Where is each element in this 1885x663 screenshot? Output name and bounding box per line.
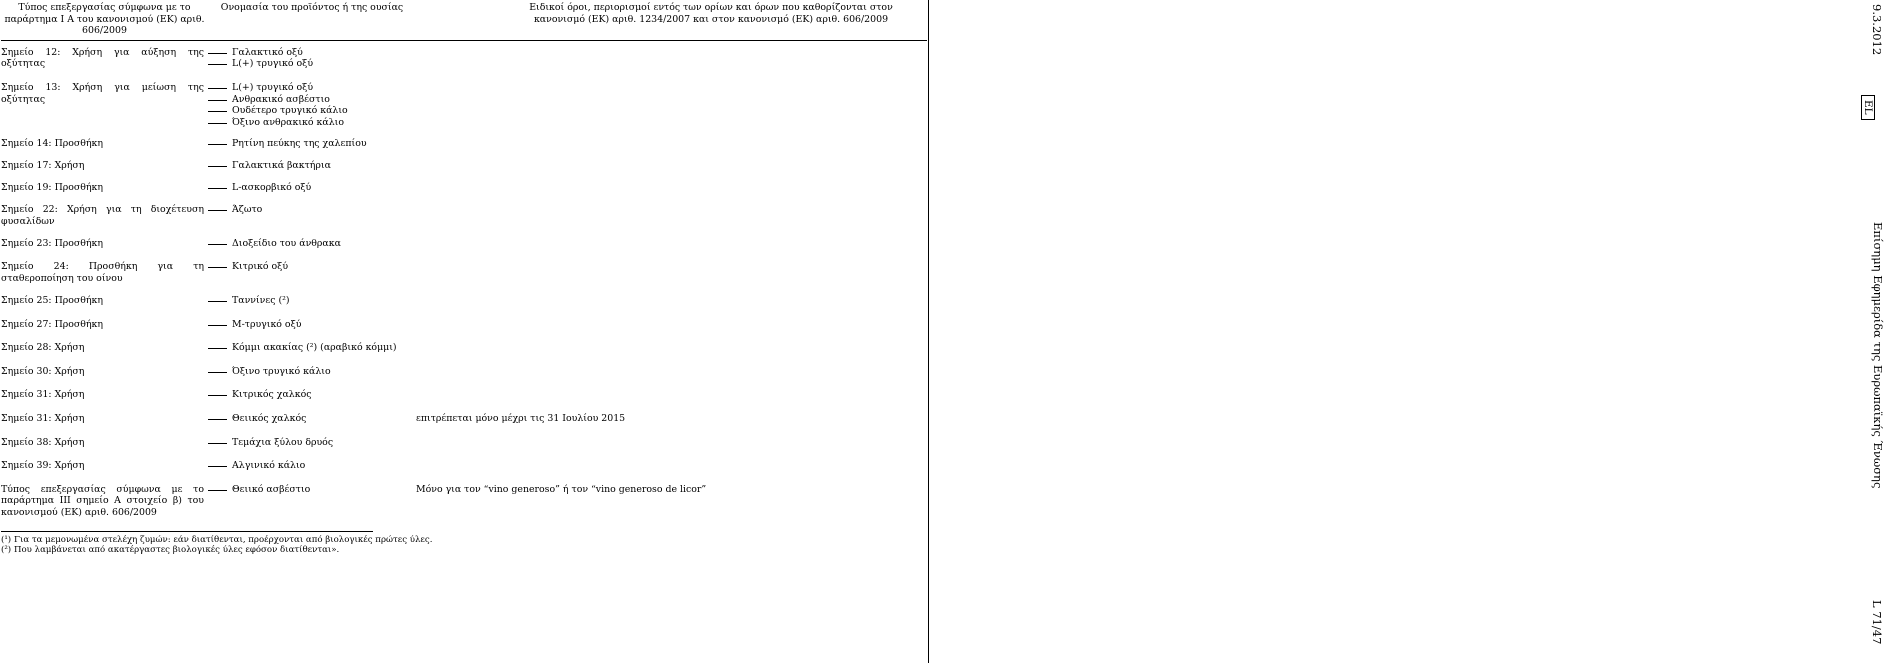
table-row: [1, 448, 927, 472]
product-name: Κόμμι ακακίας (²) (αραβικό κόμμι): [208, 342, 416, 354]
special-condition: [416, 342, 927, 354]
treatment-point: Σημείο 38: Χρήση: [1, 436, 85, 448]
product-list: [208, 82, 416, 128]
product-name: Ρητίνη πεύκης της χαλεπίου: [208, 138, 416, 150]
special-condition: [416, 47, 927, 70]
product-name: Ταννίνες (²): [208, 295, 416, 307]
table-row: [1, 401, 927, 425]
footnote-text: Για τα μεμονωμένα στελέχη ζυμών: εάν διατίθενται, προέρχονται από βιολογικές πρώτες ύλες.: [14, 534, 433, 545]
treatment-point: Σημείο 13: Χρήση για μείωση της οξύτητας: [1, 81, 204, 105]
publication-date: 9.3.2012: [1870, 4, 1884, 56]
product-name: Θειικός χαλκός: [208, 413, 416, 425]
table-header: [1, 2, 927, 37]
footnotes: [1, 535, 927, 556]
product-list: [208, 437, 416, 449]
product-name: L(+) τρυγικό οξύ: [208, 82, 416, 94]
table-row: [1, 284, 927, 307]
product-name: Κιτρικό οξύ: [208, 261, 416, 273]
special-condition: [416, 366, 927, 378]
treatment-point: Σημείο 30: Χρήση: [1, 365, 85, 377]
table-row: [1, 377, 927, 401]
treatment-point: Σημείο 14: Προσθήκη: [1, 138, 104, 150]
product-name: Αλγινικό κάλιο: [208, 460, 416, 472]
table-row: [1, 307, 927, 331]
treatment-point: Σημείο 39: Χρήση: [1, 460, 85, 472]
product-list: [208, 160, 416, 172]
product-name: Μ-τρυγικό οξύ: [208, 319, 416, 331]
language-badge: EL: [1861, 95, 1875, 120]
footnote-mark: (¹): [1, 534, 12, 545]
special-condition: [416, 238, 927, 250]
table-row: [1, 472, 927, 525]
product-list: [208, 138, 416, 150]
product-list: [208, 460, 416, 472]
special-condition: [416, 204, 927, 227]
header-conditions: Ειδικοί όροι, περιορισμοί εντός των ορίων και όρων που καθορίζονται στον κανονισμό (ΕΚ) αριθ. 1234/2007 και στον κανονισμό (ΕΚ) αριθ. 606/2009: [529, 2, 893, 25]
treatment-point: Σημείο 22: Χρήση για τη διοχέτευση φυσαλίδων: [1, 204, 204, 227]
product-name: Τεμάχια ξύλου δρυός: [208, 437, 416, 449]
product-name: L-ασκορβικό οξύ: [208, 182, 416, 194]
product-list: [208, 238, 416, 250]
table-body: [1, 41, 927, 525]
product-list: [208, 366, 416, 378]
special-condition: επιτρέπεται μόνο μέχρι τις 31 Ιουλίου 2015: [416, 413, 626, 425]
table-row: [1, 250, 927, 284]
treatment-point: Σημείο 12: Χρήση για αύξηση της οξύτητας: [1, 46, 204, 70]
special-condition: [416, 389, 927, 401]
table-row: [1, 130, 927, 150]
product-list: [208, 342, 416, 354]
product-list: [208, 47, 416, 70]
special-condition: [416, 295, 927, 307]
special-condition: [416, 437, 927, 449]
product-list: [208, 484, 416, 519]
product-name: Όξινο ανθρακικό κάλιο: [208, 117, 416, 129]
product-list: [208, 182, 416, 194]
special-condition: [416, 182, 927, 194]
treatment-point: Σημείο 31: Χρήση: [1, 413, 85, 425]
footnote-text: Που λαμβάνεται από ακατέργαστες βιολογικές ύλες εφόσον διατίθενται».: [14, 545, 340, 556]
product-list: [208, 389, 416, 401]
treatment-point: Σημείο 28: Χρήση: [1, 342, 85, 354]
page-sidebar: [929, 0, 1885, 663]
product-list: [208, 413, 416, 425]
special-condition: Μόνο για τον “vino generoso” ή τον “vino generoso de licor”: [416, 483, 707, 495]
footnote: [1, 535, 927, 546]
treatment-point: Τύπος επεξεργασίας σύμφωνα με το παράρτημα III σημείο A στοιχείο β) του κανονισμού (ΕΚ) αριθ. 606/2009: [1, 483, 204, 519]
table-row: [1, 354, 927, 378]
document-page: [1, 2, 927, 556]
footnote: [1, 545, 927, 556]
special-condition: [416, 319, 927, 331]
treatment-point: Σημείο 17: Χρήση: [1, 159, 85, 171]
table-row: [1, 70, 927, 130]
product-list: [208, 295, 416, 307]
product-name: Όξινο τρυγικό κάλιο: [208, 366, 416, 378]
product-name: L(+) τρυγικό οξύ: [208, 58, 416, 70]
special-condition: [416, 460, 927, 472]
table-row: [1, 330, 927, 354]
treatment-point: Σημείο 23: Προσθήκη: [1, 238, 104, 250]
treatment-point: Σημείο 24: Προσθήκη για τη σταθεροποίηση του οίνου: [1, 260, 204, 284]
footnote-rule: [1, 531, 373, 532]
table-row: [1, 425, 927, 449]
product-name: Κιτρικός χαλκός: [208, 389, 416, 401]
table-row: [1, 227, 927, 250]
product-list: [208, 319, 416, 331]
product-name: Άζωτο: [208, 204, 416, 216]
special-condition: [416, 138, 927, 150]
product-name: Διοξείδιο του άνθρακα: [208, 238, 416, 250]
footnote-mark: (²): [1, 545, 12, 556]
page-number: L 71/47: [1870, 600, 1884, 645]
treatment-point: Σημείο 27: Προσθήκη: [1, 318, 104, 330]
treatment-point: Σημείο 31: Χρήση: [1, 389, 85, 401]
treatment-point: Σημείο 19: Προσθήκη: [1, 181, 104, 193]
product-list: [208, 261, 416, 284]
product-name: Ανθρακικό ασβέστιο: [208, 94, 416, 106]
table-row: [1, 193, 927, 227]
header-product-name: Ονομασία του προϊόντος ή της ουσίας: [220, 2, 404, 13]
product-list: [208, 204, 416, 227]
special-condition: [416, 160, 927, 172]
product-name: Θειικό ασβέστιο: [208, 484, 416, 496]
header-treatment-type: Τύπος επεξεργασίας σύμφωνα με το παράρτημα I A του κανονισμού (ΕΚ) αριθ. 606/2009: [4, 2, 205, 37]
product-name: Γαλακτικά βακτήρια: [208, 160, 416, 172]
product-name: Γαλακτικό οξύ: [208, 47, 416, 59]
product-name: Ουδέτερο τρυγικό κάλιο: [208, 105, 416, 117]
treatment-point: Σημείο 25: Προσθήκη: [1, 295, 104, 307]
table-row: [1, 41, 927, 70]
table-row: [1, 172, 927, 194]
special-condition: [416, 82, 927, 128]
journal-title: Επίσημη Εφημερίδα της Ευρωπαϊκής Ένωσης: [1871, 222, 1885, 489]
table-row: [1, 150, 927, 172]
special-condition: [416, 261, 927, 284]
